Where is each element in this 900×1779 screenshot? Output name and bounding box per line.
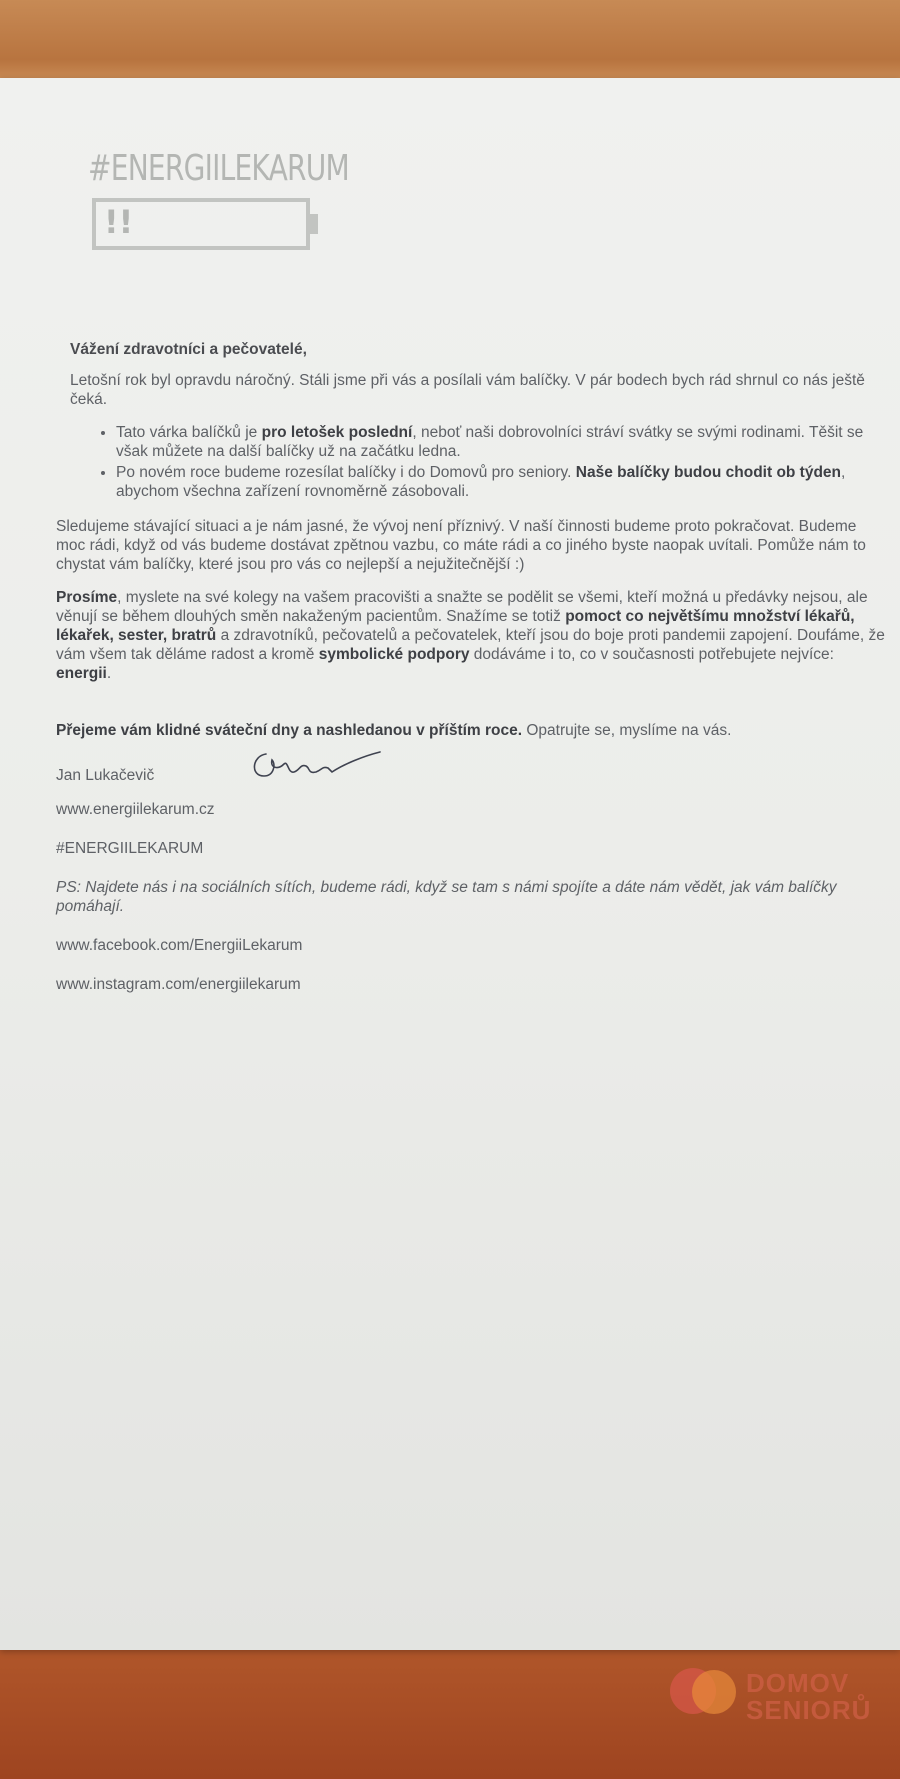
bullet2-rest: , abychom všechna zařízení rovnoměrně zásobovali. bbox=[116, 464, 846, 500]
para3-bold-c: pomoct co největšímu množství lékařů, lékařek, sester, bratrů bbox=[56, 608, 855, 644]
bullet2-bold: Naše balíčky budou chodit ob týden bbox=[575, 464, 842, 481]
watermark-text bbox=[746, 1670, 871, 1724]
facebook-link[interactable]: www.facebook.com/EnergiiLekarum bbox=[56, 937, 303, 954]
letter-paragraph-situation: Sledujeme stávající situaci a je nám jasné, že vývoj není příznivý. V naší činnosti budeme proto pokračovat. Budeme moc rádi, když od vás budeme dostávat zpětnou vazbu, co máte rádi a co jiného byste naopak uvítali. Pomůže nám to chystat vám balíčky, které jsou pro vás co nejlepší a nejužitečnější :) bbox=[56, 518, 866, 573]
handwritten-signature bbox=[244, 746, 384, 786]
letter-greeting: Vážení zdravotníci a pečovatelé, bbox=[70, 341, 307, 358]
watermark-line1: DOMOV bbox=[746, 1668, 850, 1698]
para3-bold-g: energii bbox=[56, 665, 107, 682]
para3-text-d: a zdravotníků, pečovatelů a pečovatelek, kteří jsou do boje proti pandemii zapojení. Doufáme, že vám všem tak děláme radost a kromě bbox=[56, 627, 885, 663]
letter-bullet-list bbox=[56, 423, 888, 501]
watermark-logo bbox=[668, 1664, 900, 1734]
closing-rest: Opatrujte se, myslíme na vás. bbox=[522, 722, 732, 739]
list-item bbox=[116, 423, 888, 461]
battery-mark: !! bbox=[104, 203, 134, 241]
letter-closing bbox=[56, 721, 888, 740]
list-item bbox=[116, 463, 888, 501]
website-link[interactable]: www.energiilekarum.cz bbox=[56, 801, 215, 818]
bullet1-rest: , neboť naši dobrovolníci stráví svátky se svými rodinami. Těšit se však můžete na další balíčky už na začátku ledna. bbox=[116, 424, 864, 460]
bullet2-text: Po novém roce budeme rozesílat balíčky i do Domovů pro seniory. bbox=[116, 464, 576, 481]
hashtag-text: #ENERGIILEKARUM bbox=[56, 840, 204, 857]
letter-intro: Letošní rok byl opravdu náročný. Stáli jsme při vás a posílali vám balíčky. V pár bodech bych rád shrnul co nás ještě čeká. bbox=[70, 372, 865, 408]
bullet1-text: Tato várka balíčků je bbox=[116, 424, 262, 441]
watermark-line2: SENIORŮ bbox=[746, 1695, 872, 1725]
battery-tip-icon bbox=[310, 214, 318, 234]
letter-paragraph-request bbox=[56, 588, 888, 683]
para3-text-h: . bbox=[106, 665, 112, 682]
signer-name: Jan Lukačevič bbox=[56, 767, 155, 784]
para3-text-b: , myslete na své kolegy na vašem pracovišti a snažte se podělit se všemi, kteří možná u předávky nejsou, ale věnují se během dlouhých směn nakaženým pacientům. Snažíme se totiž bbox=[56, 589, 868, 625]
logo-hashtag: #ENERGIILEKARUM bbox=[88, 148, 349, 189]
closing-bold: Přejeme vám klidné sváteční dny a nashledanou v příštím roce. bbox=[56, 722, 523, 739]
postscript: PS: Najdete nás i na sociálních sítích, budeme rádi, když se tam s námi spojíte a dáte nám vědět, jak vám balíčky pomáhají. bbox=[56, 879, 837, 915]
para3-bold-e: symbolické podpory bbox=[318, 646, 470, 663]
para3-bold-a: Prosíme bbox=[56, 589, 118, 606]
bullet1-bold: pro letošek poslední bbox=[261, 424, 413, 441]
para3-text-f: dodáváme i to, co v současnosti potřebujete nejvíce: bbox=[469, 646, 834, 663]
instagram-link[interactable]: www.instagram.com/energiilekarum bbox=[56, 976, 301, 993]
signature-line bbox=[56, 754, 888, 794]
watermark-circle-orange-icon bbox=[692, 1670, 736, 1714]
letter-body bbox=[56, 340, 888, 1014]
